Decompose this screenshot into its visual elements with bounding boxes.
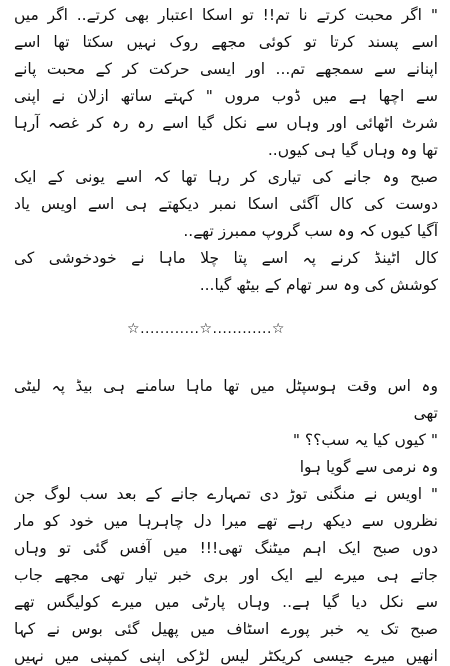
text-line: تھا وہ وہاں گیا ہی کیوں..	[267, 141, 438, 159]
text-line: جاتے ہی میرے لیے ایک اور بری خبر تیار تھی مجھے جاب	[14, 566, 438, 584]
text-line: سے اچھا ہے میں ڈوب مروں " کہتے ساتھ ازلان نے اپنی	[14, 87, 438, 105]
text-line: کال اٹینڈ کرنے پہ اسے پتا چلا ماہا نے خودخوشی کی	[14, 249, 438, 267]
text-line: دوست کی کال آگئی اسکا نمبر دیکھتے ہی اسے اویس یاد	[14, 195, 438, 213]
paragraph-argument	[14, 2, 438, 164]
text-line: " اگر محبت کرتے نا تم!! تو اسکا اعتبار بھی کرتے.. اگر میں	[14, 6, 438, 24]
text-line: اپنانے سے سمجھے تم... اور ایسی حرکت کر کے محبت پانے	[14, 60, 438, 78]
section-divider: ☆............☆............☆	[127, 321, 285, 337]
paragraph-morning	[14, 164, 438, 245]
text-line: " کیوں کیا یہ سب؟؟ "	[292, 431, 438, 449]
text-line: " اویس نے منگنی توڑ دی تمہارے جانے کے بعد سب لوگ جن	[14, 485, 438, 503]
text-line: وہ اس وقت ہوسپٹل میں تھا ماہا سامنے ہی بیڈ پہ لیٹی	[14, 377, 438, 395]
spacer	[14, 341, 438, 373]
text-line: نظروں سے دیکھ رہے تھے میرا دل چاہرہا میں خود کو مار	[14, 512, 438, 530]
paragraph-call	[14, 245, 438, 299]
text-line: شرٹ اٹھائی اور وہاں سے نکل گیا اسے رہ رہ کر غصہ آرہا	[14, 114, 438, 132]
text-line: وہ نرمی سے گویا ہوا	[299, 458, 438, 476]
spacer	[14, 299, 438, 317]
text-line: آگیا کیوں کہ وہ سب گروپ ممبرز تھے..	[183, 222, 438, 240]
text-line: اسے پسند کرتا تو کوئی مجھے روک نہیں سکتا تھا اسے	[14, 33, 438, 51]
text-line: تھی	[413, 404, 438, 422]
paragraph-hospital	[14, 373, 438, 666]
text-line: کوشش کی وہ سر تھام کے بیٹھ گیا...	[199, 276, 438, 294]
text-line: صبح وہ جانے کی تیاری کر رہا تھا کہ اسے یونی کے ایک	[14, 168, 438, 186]
text-line: سے نکل دیا گیا ہے.. وہاں پارٹی میں میرے کولیگس تھے	[14, 593, 438, 611]
text-line: انھیں میرے جیسی کریکٹر لیس لڑکی اپنی کمپنی میں نہیں	[14, 647, 438, 665]
text-line: دوں صبح ایک اہم میٹنگ تھی!!! میں آفس گئی تو وہاں	[14, 539, 438, 557]
text-line: صبح تک یہ خبر پورے اسٹاف میں پھیل گئی بوس نے کہا	[14, 620, 438, 638]
